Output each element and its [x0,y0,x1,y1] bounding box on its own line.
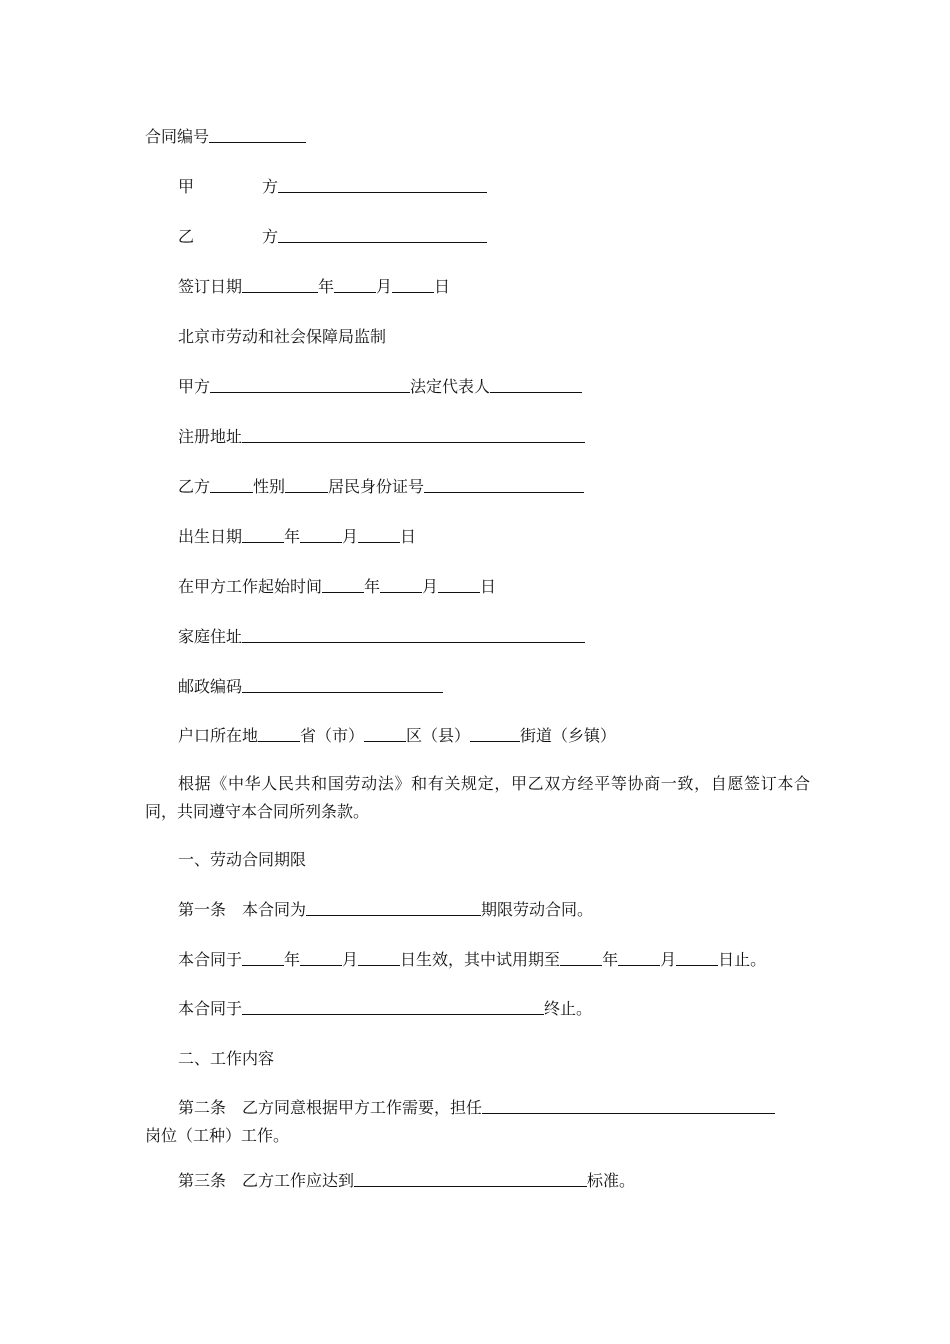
street-blank[interactable] [470,725,520,742]
work-standard-blank[interactable] [354,1170,587,1187]
postal-code-line [178,676,443,698]
legal-rep-blank[interactable] [490,376,582,393]
article-3-suffix: 标准。 [587,1171,636,1190]
party-b-cover-line [178,226,487,248]
birth-month-label: 月 [342,527,359,546]
probation-month-blank[interactable] [618,949,660,966]
section-2-title-text: 二、工作内容 [178,1049,275,1068]
sign-year-label: 年 [318,277,335,296]
household-line [178,725,616,747]
household-label: 户口所在地 [178,726,259,745]
termination-blank[interactable] [242,998,544,1015]
contract-term-blank[interactable] [306,899,481,916]
postal-code-label: 邮政编码 [178,677,243,696]
birth-year-blank[interactable] [242,526,284,543]
party-b-cover-char1: 乙 [178,227,195,246]
effective-year-label: 年 [284,950,301,969]
article-1-line [178,899,593,921]
supervisor-line [178,326,386,348]
party-b-line [178,476,584,498]
province-label: 省（市） [300,726,365,745]
registered-address-blank[interactable] [242,426,585,443]
effective-month-label: 月 [342,950,359,969]
party-b-cover-char2: 方 [262,227,279,246]
probation-month-label: 月 [660,950,677,969]
party-b-label: 乙方 [178,477,211,496]
article-2-suffix: 岗位（工种）工作。 [145,1126,290,1145]
position-blank[interactable] [482,1097,775,1114]
sign-day-blank[interactable] [392,276,434,293]
start-year-label: 年 [364,577,381,596]
contract-number-line [145,126,306,148]
effective-prefix: 本合同于 [178,950,243,969]
home-address-line [178,626,585,648]
gender-blank[interactable] [285,476,328,493]
sign-date-label: 签订日期 [178,277,243,296]
registered-address-line [178,426,585,448]
article-3-prefix: 第三条 乙方工作应达到 [178,1171,355,1190]
party-a-blank[interactable] [210,376,410,393]
start-day-label: 日 [480,577,497,596]
party-a-cover-char2: 方 [262,177,279,196]
home-address-blank[interactable] [242,626,585,643]
termination-suffix: 终止。 [544,999,593,1018]
start-time-line [178,576,496,598]
article-2-prefix: 第二条 乙方同意根据甲方工作需要，担任 [178,1098,483,1117]
probation-year-label: 年 [602,950,619,969]
registered-address-label: 注册地址 [178,427,243,446]
street-label: 街道（乡镇） [520,726,617,745]
start-month-label: 月 [422,577,439,596]
gender-label: 性别 [253,477,286,496]
effective-date-line [178,949,766,971]
effective-day-blank[interactable] [358,949,400,966]
postal-code-blank[interactable] [242,676,443,693]
id-number-blank[interactable] [424,476,584,493]
sign-month-blank[interactable] [334,276,376,293]
probation-day-blank[interactable] [676,949,718,966]
section-1-title-text: 一、劳动合同期限 [178,850,307,869]
sign-day-label: 日 [434,277,451,296]
party-b-blank[interactable] [210,476,253,493]
article-1-suffix: 期限劳动合同。 [481,900,594,919]
birth-day-blank[interactable] [358,526,400,543]
party-a-label: 甲方 [178,377,211,396]
start-time-label: 在甲方工作起始时间 [178,577,323,596]
termination-line [178,998,592,1020]
home-address-label: 家庭住址 [178,627,243,646]
id-number-label: 居民身份证号 [328,477,425,496]
district-blank[interactable] [364,725,406,742]
contract-number-blank[interactable] [209,126,306,143]
district-label: 区（县） [406,726,471,745]
sign-year-blank[interactable] [242,276,318,293]
party-b-cover-blank[interactable] [278,226,487,243]
province-blank[interactable] [258,725,300,742]
start-year-blank[interactable] [322,576,364,593]
section-2-title [178,1048,274,1070]
article-1-prefix: 第一条 本合同为 [178,900,307,919]
effective-year-blank[interactable] [242,949,284,966]
supervisor-text: 北京市劳动和社会保障局监制 [178,327,387,346]
birth-date-label: 出生日期 [178,527,243,546]
probation-year-blank[interactable] [560,949,602,966]
legal-rep-label: 法定代表人 [410,377,491,396]
start-day-blank[interactable] [438,576,480,593]
intro-paragraph: 根据《中华人民共和国劳动法》和有关规定，甲乙双方经平等协商一致，自愿签订本合同，共同遵守本合同所列条款。 [145,774,810,821]
start-month-blank[interactable] [380,576,422,593]
party-a-cover-char1: 甲 [178,177,195,196]
section-1-title [178,849,306,871]
effective-end: 日止。 [718,950,767,969]
birth-month-blank[interactable] [300,526,342,543]
party-a-cover-line [178,176,487,198]
sign-date-line [178,276,450,298]
effective-month-blank[interactable] [300,949,342,966]
effective-mid: 日生效，其中试用期至 [400,950,561,969]
birth-year-label: 年 [284,527,301,546]
sign-month-label: 月 [376,277,393,296]
contract-number-label: 合同编号 [145,127,210,146]
article-3-line [178,1170,635,1192]
party-a-cover-blank[interactable] [278,176,487,193]
birth-date-line [178,526,416,548]
birth-day-label: 日 [400,527,417,546]
party-a-line [178,376,582,398]
termination-prefix: 本合同于 [178,999,243,1018]
article-2-paragraph [145,1094,810,1150]
